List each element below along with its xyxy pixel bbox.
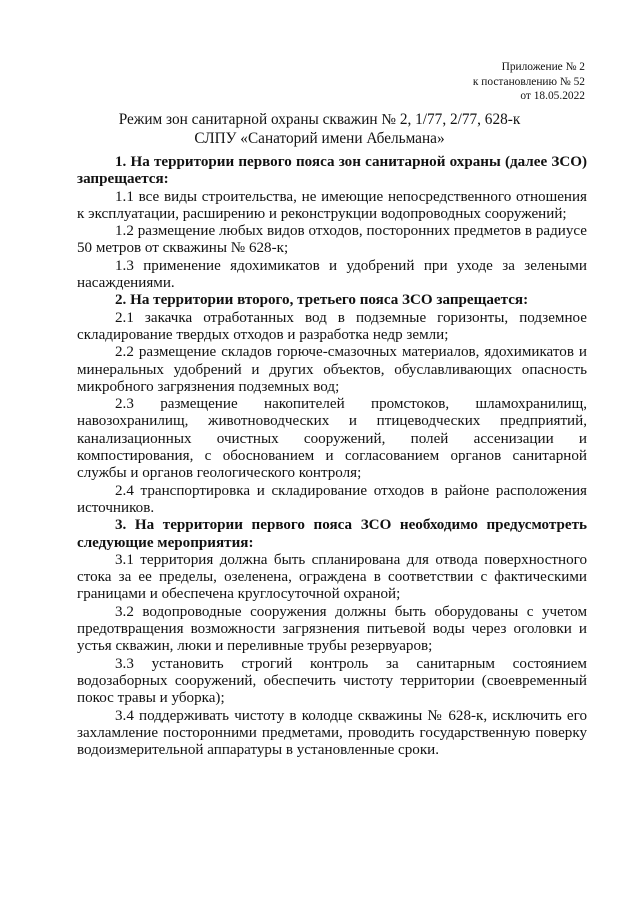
document-title [0,111,639,148]
section-heading: 2. На территории второго, третьего пояса ЗСО запрещается: [115,292,529,309]
list-item: 1.2 размещение любых видов отходов, посторонних предметов в радиусе 50 метров от скважины № 628-к; [77,223,587,257]
appendix-line: к постановлению № 52 [472,75,585,88]
list-item: 3.1 территория должна быть спланирована для отвода поверхностного стока за ее пределы, озеленена, ограждена в соответствии с фактическими границами и обеспечена круглосуточной охраной; [77,551,587,603]
list-item: 2.1 закачка отработанных вод в подземные горизонты, подземное складирование твердых отходов и разработка недр земли; [77,309,587,343]
appendix-note [473,60,585,104]
appendix-line: от 18.05.2022 [520,90,585,103]
list-item: 3.3 установить строгий контроль за санитарным состоянием водозаборных сооружений, обеспечить чистоту территории (своевременный покос травы и уборка); [77,655,587,707]
appendix-line: Приложение № 2 [501,61,585,73]
document-body [77,154,587,759]
title-line: СЛПУ «Санаторий имени Абельмана» [194,129,445,147]
section-heading: 1. На территории первого пояса зон санитарной охраны (далее ЗСО) запрещается: [77,154,587,188]
list-item: 1.1 все виды строительства, не имеющие непосредственного отношения к эксплуатации, расширению и реконструкции водопроводных сооружений; [77,188,587,222]
section-heading: 3. На территории первого пояса ЗСО необходимо предусмотреть следующие мероприятия: [77,517,587,551]
list-item: 2.4 транспортировка и складирование отходов в районе расположения источников. [77,482,587,516]
list-item: 1.3 применение ядохимикатов и удобрений при уходе за зелеными насаждениями. [77,257,587,292]
list-item: 2.3 размещение накопителей промстоков, шламохранилищ, навозохранилищ, животноводческих и птицеводческих предприятий, канализационных очистных сооружений, полей ассенизации и компостирования, с обоснованием и согласованием органов санитарной службы и органов геологического контроля; [77,396,587,482]
list-item: 3.4 поддерживать чистоту в колодце скважины № 628-к, исключить его захламление посторонними предметами, проводить государственную поверку водоизмерительной аппаратуры в установленные сроки. [77,707,587,759]
list-item: 3.2 водопроводные сооружения должны быть оборудованы с учетом предотвращения возможности загрязнения питьевой воды через оголовки и устья скважин, люки и переливные трубы резервуаров; [77,603,587,655]
list-item: 2.2 размещение складов горюче-смазочных материалов, ядохимикатов и минеральных удобрений и других объектов, обуславливающих опасность микробного загрязнения подземных вод; [77,344,587,395]
title-line: Режим зон санитарной охраны скважин № 2, 1/77, 2/77, 628-к [118,111,521,128]
